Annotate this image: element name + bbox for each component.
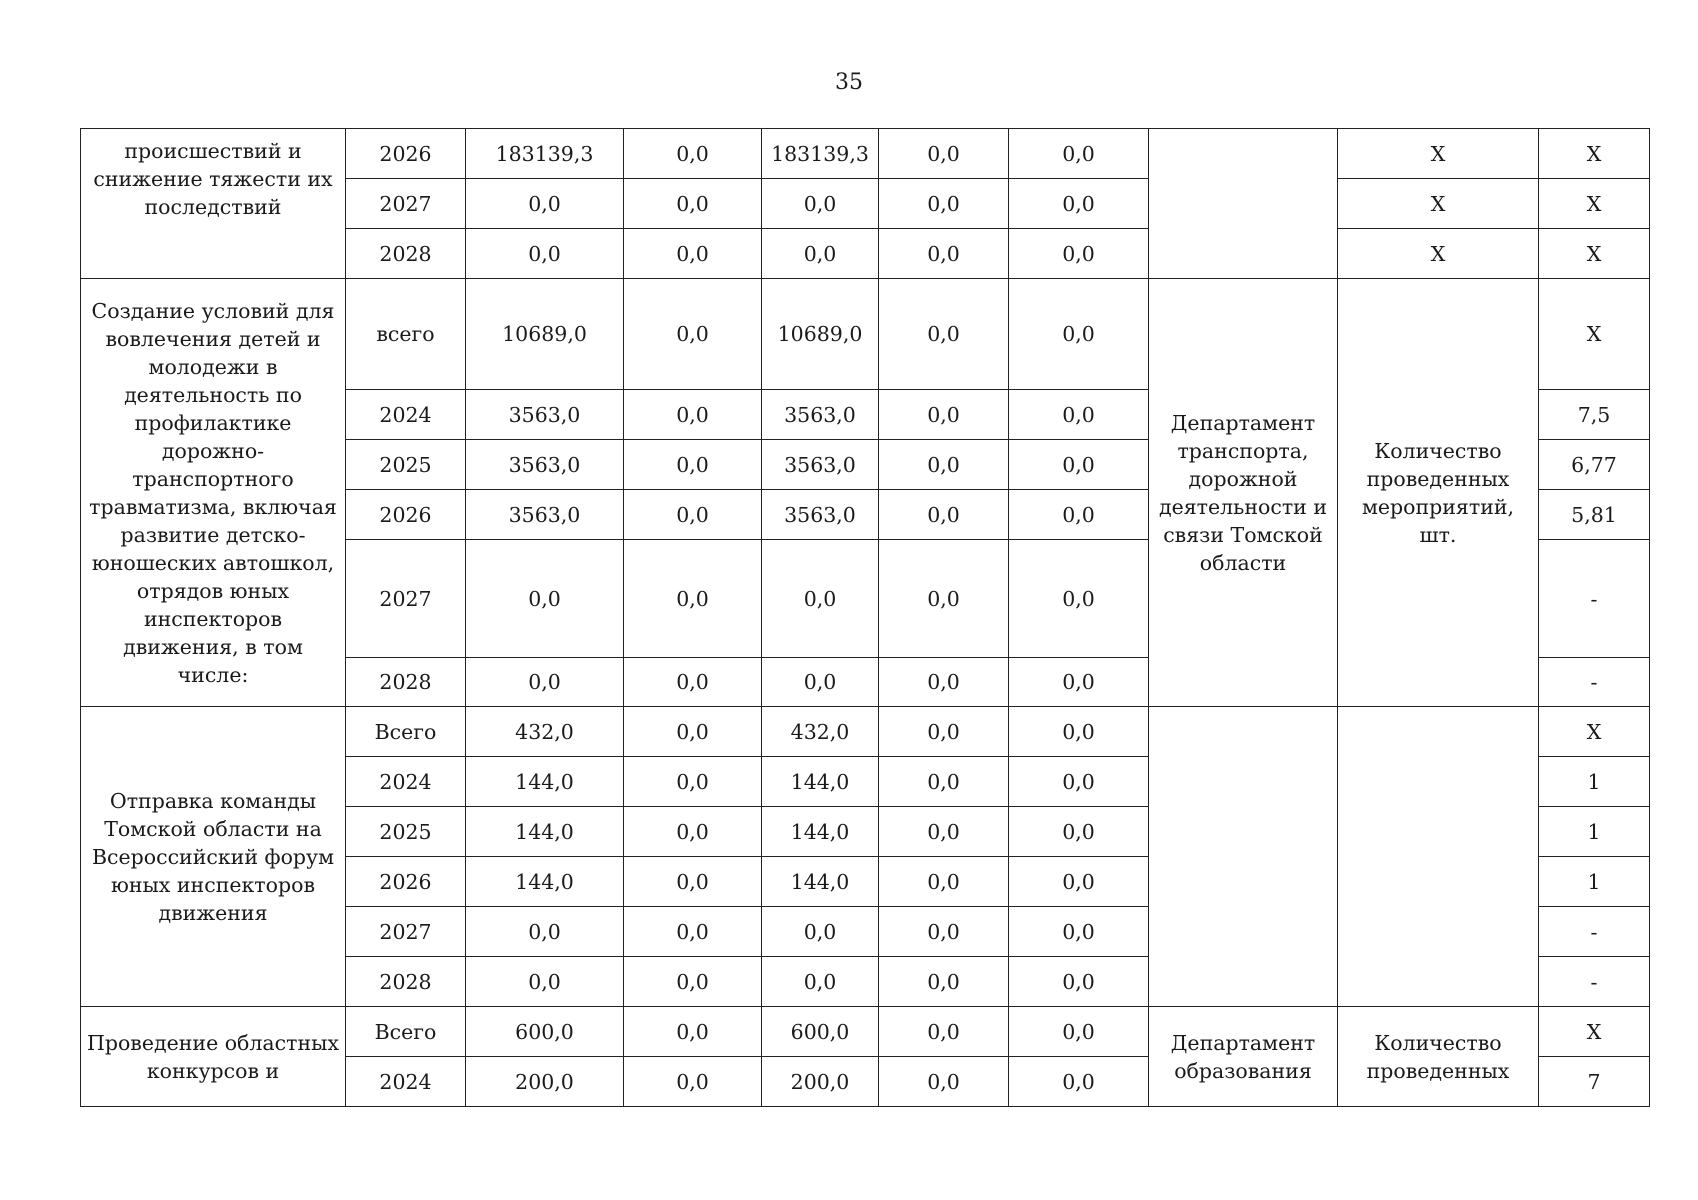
year-cell: 2024 xyxy=(346,757,466,807)
indicator-cell: Количество проведенных мероприятий, шт. xyxy=(1338,279,1539,707)
amount-cell: 0,0 xyxy=(762,229,879,279)
amount-cell: 10689,0 xyxy=(762,279,879,390)
total-cell: 0,0 xyxy=(466,179,624,229)
amount-cell: 0,0 xyxy=(1009,658,1149,707)
amount-cell: 0,0 xyxy=(1009,390,1149,440)
indicator-value-cell: 1 xyxy=(1539,757,1650,807)
amount-cell: 0,0 xyxy=(879,390,1009,440)
amount-cell: 183139,3 xyxy=(762,129,879,179)
year-cell: 2028 xyxy=(346,229,466,279)
year-cell: 2027 xyxy=(346,179,466,229)
amount-cell: 600,0 xyxy=(762,1007,879,1057)
amount-cell: 432,0 xyxy=(762,707,879,757)
indicator-cell: Количество проведенных xyxy=(1338,1007,1539,1107)
amount-cell: 0,0 xyxy=(624,440,762,490)
amount-cell: 0,0 xyxy=(879,1057,1009,1107)
amount-cell: 0,0 xyxy=(624,540,762,658)
amount-cell: 0,0 xyxy=(762,957,879,1007)
department-cell xyxy=(1149,707,1338,1007)
year-cell: Всего xyxy=(346,707,466,757)
department-cell: Департамент транспорта, дорожной деятельности и связи Томской области xyxy=(1149,279,1338,707)
amount-cell: 144,0 xyxy=(762,757,879,807)
year-cell: всего xyxy=(346,279,466,390)
indicator-value-cell: X xyxy=(1539,229,1650,279)
total-cell: 0,0 xyxy=(466,658,624,707)
amount-cell: 0,0 xyxy=(624,229,762,279)
amount-cell: 0,0 xyxy=(879,490,1009,540)
total-cell: 183139,3 xyxy=(466,129,624,179)
activity-cell: Создание условий для вовлечения детей и молодежи в деятельность по профилактике дорожно-транспортного травматизма, включая развитие детско-юношеских автошкол, отрядов юных инспекторов движения, в том числе: xyxy=(81,279,346,707)
year-cell: 2026 xyxy=(346,857,466,907)
year-cell: 2024 xyxy=(346,1057,466,1107)
indicator-value-cell: - xyxy=(1539,957,1650,1007)
indicator-value-cell: X xyxy=(1539,129,1650,179)
amount-cell: 0,0 xyxy=(624,279,762,390)
amount-cell: 0,0 xyxy=(624,490,762,540)
amount-cell: 0,0 xyxy=(879,279,1009,390)
table-row xyxy=(81,1007,1650,1057)
amount-cell: 0,0 xyxy=(624,757,762,807)
amount-cell: 0,0 xyxy=(1009,1057,1149,1107)
activity-cell: происшествий и снижение тяжести их последствий xyxy=(81,129,346,279)
amount-cell: 0,0 xyxy=(624,129,762,179)
indicator-cell: X xyxy=(1338,229,1539,279)
indicator-value-cell: X xyxy=(1539,707,1650,757)
total-cell: 3563,0 xyxy=(466,390,624,440)
table-row xyxy=(81,279,1650,390)
amount-cell: 0,0 xyxy=(762,658,879,707)
indicator-value-cell: X xyxy=(1539,279,1650,390)
total-cell: 432,0 xyxy=(466,707,624,757)
amount-cell: 0,0 xyxy=(762,907,879,957)
total-cell: 144,0 xyxy=(466,807,624,857)
amount-cell: 0,0 xyxy=(762,179,879,229)
amount-cell: 0,0 xyxy=(1009,1007,1149,1057)
total-cell: 0,0 xyxy=(466,907,624,957)
indicator-cell: X xyxy=(1338,129,1539,179)
year-cell: 2026 xyxy=(346,490,466,540)
amount-cell: 0,0 xyxy=(879,907,1009,957)
amount-cell: 3563,0 xyxy=(762,490,879,540)
year-cell: 2028 xyxy=(346,658,466,707)
indicator-value-cell: X xyxy=(1539,1007,1650,1057)
amount-cell: 0,0 xyxy=(879,129,1009,179)
indicator-cell: X xyxy=(1338,179,1539,229)
total-cell: 0,0 xyxy=(466,957,624,1007)
total-cell: 200,0 xyxy=(466,1057,624,1107)
amount-cell: 0,0 xyxy=(624,390,762,440)
total-cell: 3563,0 xyxy=(466,490,624,540)
indicator-value-cell: - xyxy=(1539,658,1650,707)
department-cell xyxy=(1149,129,1338,279)
indicator-value-cell: 1 xyxy=(1539,857,1650,907)
amount-cell: 0,0 xyxy=(879,179,1009,229)
amount-cell: 0,0 xyxy=(1009,129,1149,179)
amount-cell: 0,0 xyxy=(1009,440,1149,490)
total-cell: 144,0 xyxy=(466,757,624,807)
amount-cell: 0,0 xyxy=(879,440,1009,490)
indicator-value-cell: X xyxy=(1539,179,1650,229)
amount-cell: 0,0 xyxy=(762,540,879,658)
amount-cell: 0,0 xyxy=(1009,707,1149,757)
amount-cell: 0,0 xyxy=(879,957,1009,1007)
amount-cell: 0,0 xyxy=(1009,807,1149,857)
activity-cell: Проведение областных конкурсов и xyxy=(81,1007,346,1107)
year-cell: 2025 xyxy=(346,807,466,857)
amount-cell: 0,0 xyxy=(879,229,1009,279)
amount-cell: 0,0 xyxy=(624,807,762,857)
funding-table xyxy=(80,128,1650,1107)
amount-cell: 0,0 xyxy=(624,658,762,707)
amount-cell: 200,0 xyxy=(762,1057,879,1107)
amount-cell: 0,0 xyxy=(879,540,1009,658)
amount-cell: 0,0 xyxy=(879,857,1009,907)
total-cell: 0,0 xyxy=(466,540,624,658)
year-cell: 2026 xyxy=(346,129,466,179)
amount-cell: 0,0 xyxy=(879,807,1009,857)
amount-cell: 0,0 xyxy=(624,907,762,957)
activity-cell: Отправка команды Томской области на Всероссийский форум юных инспекторов движения xyxy=(81,707,346,1007)
indicator-value-cell: 7 xyxy=(1539,1057,1650,1107)
amount-cell: 0,0 xyxy=(624,1057,762,1107)
year-cell: 2024 xyxy=(346,390,466,440)
page-number: 35 xyxy=(835,70,863,95)
amount-cell: 0,0 xyxy=(879,1007,1009,1057)
amount-cell: 0,0 xyxy=(1009,957,1149,1007)
amount-cell: 0,0 xyxy=(624,707,762,757)
year-cell: Всего xyxy=(346,1007,466,1057)
indicator-value-cell: 6,77 xyxy=(1539,440,1650,490)
amount-cell: 144,0 xyxy=(762,807,879,857)
amount-cell: 0,0 xyxy=(1009,540,1149,658)
amount-cell: 0,0 xyxy=(624,957,762,1007)
indicator-value-cell: 7,5 xyxy=(1539,390,1650,440)
total-cell: 144,0 xyxy=(466,857,624,907)
amount-cell: 0,0 xyxy=(879,757,1009,807)
indicator-value-cell: 5,81 xyxy=(1539,490,1650,540)
total-cell: 600,0 xyxy=(466,1007,624,1057)
amount-cell: 3563,0 xyxy=(762,390,879,440)
indicator-cell xyxy=(1338,707,1539,1007)
amount-cell: 0,0 xyxy=(624,1007,762,1057)
amount-cell: 0,0 xyxy=(624,179,762,229)
amount-cell: 0,0 xyxy=(879,658,1009,707)
total-cell: 10689,0 xyxy=(466,279,624,390)
department-cell: Департамент образования xyxy=(1149,1007,1338,1107)
amount-cell: 0,0 xyxy=(1009,229,1149,279)
amount-cell: 0,0 xyxy=(1009,179,1149,229)
amount-cell: 0,0 xyxy=(1009,857,1149,907)
amount-cell: 144,0 xyxy=(762,857,879,907)
total-cell: 3563,0 xyxy=(466,440,624,490)
indicator-value-cell: - xyxy=(1539,540,1650,658)
amount-cell: 0,0 xyxy=(1009,490,1149,540)
amount-cell: 0,0 xyxy=(1009,279,1149,390)
indicator-value-cell: - xyxy=(1539,907,1650,957)
indicator-value-cell: 1 xyxy=(1539,807,1650,857)
amount-cell: 0,0 xyxy=(1009,907,1149,957)
year-cell: 2027 xyxy=(346,540,466,658)
year-cell: 2025 xyxy=(346,440,466,490)
table-row xyxy=(81,129,1650,179)
table-row xyxy=(81,707,1650,757)
total-cell: 0,0 xyxy=(466,229,624,279)
amount-cell: 0,0 xyxy=(624,857,762,907)
amount-cell: 0,0 xyxy=(1009,757,1149,807)
amount-cell: 3563,0 xyxy=(762,440,879,490)
year-cell: 2027 xyxy=(346,907,466,957)
amount-cell: 0,0 xyxy=(879,707,1009,757)
year-cell: 2028 xyxy=(346,957,466,1007)
